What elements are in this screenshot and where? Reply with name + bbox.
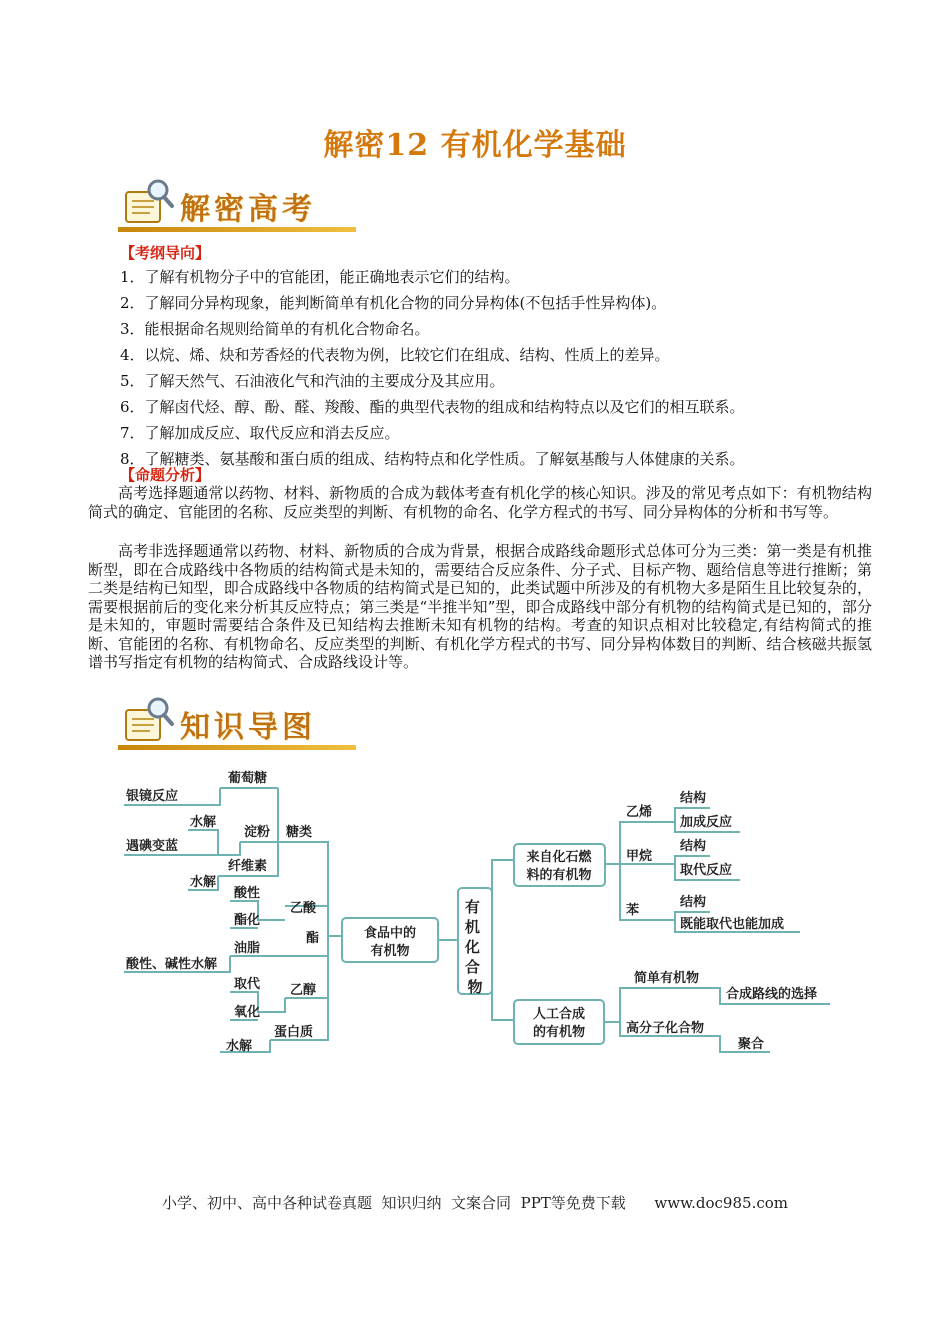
list-item: 1．了解有机物分子中的官能团，能正确地表示它们的结构。: [120, 268, 520, 286]
silver-mirror-label: 银镜反应: [126, 789, 179, 804]
section-banner-exam: [118, 180, 356, 232]
center-label: 有 机 化 合 物: [464, 898, 483, 996]
banner-underline: [118, 745, 356, 750]
node-label: 料的有机物: [526, 868, 592, 883]
cellulose-label: 纤维素: [228, 859, 268, 874]
section-title: 知识导图: [180, 710, 316, 745]
ethylene-label: 乙烯: [626, 805, 653, 820]
notebook-magnifier-icon: [120, 694, 178, 746]
banner-underline: [118, 227, 356, 232]
protein-label: 蛋白质: [274, 1025, 314, 1040]
outline-label: 【考纲导向】: [120, 244, 211, 262]
knowledge-mind-map: [110, 760, 850, 1070]
addition-reaction-label: 加成反应: [680, 815, 733, 830]
polymer-label: 高分子化合物: [626, 1021, 705, 1036]
fat-hydrolysis-label: 酸性、碱性水解: [126, 957, 218, 972]
benzene-structure-label: 结构: [680, 895, 707, 910]
substitution-reaction-label: 取代反应: [680, 863, 733, 878]
notebook-magnifier-icon: [120, 176, 178, 228]
oxidation-label: 氧化: [234, 1005, 261, 1020]
benzene-label: 苯: [626, 903, 640, 918]
list-item: 6．了解卤代烃、醇、酚、醛、羧酸、酯的典型代表物的组成和结构特点以及它们的相互联系。: [120, 398, 745, 416]
synthetic-node: [514, 1000, 604, 1044]
ethylene-structure-label: 结构: [680, 791, 707, 806]
list-item: 7．了解加成反应、取代反应和消去反应。: [120, 424, 400, 442]
methane-structure-label: 结构: [680, 839, 707, 854]
simple-organic-label: 简单有机物: [634, 971, 700, 986]
section-title: 解密高考: [180, 192, 316, 227]
ethanol-label: 乙醇: [290, 983, 317, 998]
sugar-label: 糖类: [286, 825, 313, 840]
list-item: 2．了解同分异构现象，能判断简单有机化合物的同分异构体(不包括手性异构体)。: [120, 294, 667, 312]
list-item: 8．了解糖类、氨基酸和蛋白质的组成、结构特点和化学性质。了解氨基酸与人体健康的关系。: [120, 450, 745, 468]
acetic-acid-label: 乙酸: [290, 901, 317, 916]
glucose-label: 葡萄糖: [228, 771, 268, 786]
list-item: 4．以烷、烯、炔和芳香烃的代表物为例，比较它们在组成、结构、性质上的差异。: [120, 346, 670, 364]
ester-label: 酯: [306, 931, 320, 946]
node-label: 来自化石燃: [526, 850, 592, 865]
cellulose-hydrolysis-label: 水解: [190, 875, 217, 890]
center-node: [458, 888, 492, 996]
analysis-label: 【命题分析】: [120, 466, 211, 484]
section-banner-map: [118, 698, 356, 750]
node-label: 人工合成: [532, 1007, 586, 1022]
list-item: 3．能根据命名规则给简单的有机化合物命名。: [120, 320, 430, 338]
starch-hydrolysis-label: 水解: [190, 815, 217, 830]
node-label: 有机物: [370, 944, 410, 959]
outline-list: [120, 264, 860, 472]
synthesis-route-label: 合成路线的选择: [726, 987, 818, 1002]
protein-hydrolysis-label: 水解: [226, 1039, 253, 1054]
page-title: 解密12 有机化学基础: [323, 128, 627, 163]
benzene-reaction-label: 既能取代也能加成: [680, 917, 785, 932]
node-label: 的有机物: [532, 1025, 586, 1040]
food-node: [342, 918, 438, 962]
iodine-label: 遇碘变蓝: [126, 839, 179, 854]
polymerization-label: 聚合: [738, 1037, 765, 1052]
methane-label: 甲烷: [626, 849, 653, 864]
acidic-label: 酸性: [234, 886, 261, 901]
node-label: 食品中的: [363, 926, 417, 941]
esterification-label: 酯化: [234, 913, 261, 928]
analysis-paragraph: 高考选择题通常以药物、材料、新物质的合成为载体考查有机化学的核心知识。涉及的常见考点如下：有机物结构简式的确定、官能团的名称、反应类型的判断、有机物的命名、化学方程式的书写、同分异构体的分析和书写等。: [88, 484, 872, 521]
analysis-paragraph: 高考非选择题通常以药物、材料、新物质的合成为背景，根据合成路线命题形式总体可分为三类：第一类是有机推断型，即在合成路线中各物质的结构简式是未知的，需要结合反应条件、分子式、目标产物、题给信息等进行推断；第二类是结构已知型，即合成路线中各物质的结构简式是已知的，此类试题中所涉及的有机物大多是陌生且比较复杂的，需要根据前后的变化来分析其反应特点；第三类是“半推半知”型，即合成路线中部分有机物的结构简式是已知的，部分是未知的，审题时需要结合条件及已知结构去推断未知有机物的结构。考查的知识点相对比较稳定,有结构简式的推断、官能团的名称、有机物命名、反应类型的判断、有机化学方程式的书写、同分异构体数目的判断、结合核磁共振氢谱书写指定有机物的结构简式、合成路线设计等。: [88, 542, 872, 671]
list-item: 5．了解天然气、石油液化气和汽油的主要成分及其应用。: [120, 372, 505, 390]
fossil-node: [514, 844, 605, 886]
page-footer: 小学、初中、高中各种试卷真题 知识归纳 文案合同 PPT等免费下载 www.doc985.com: [161, 1194, 788, 1212]
starch-label: 淀粉: [244, 825, 271, 840]
fat-label: 油脂: [234, 941, 261, 956]
substitution-short-label: 取代: [234, 977, 261, 992]
